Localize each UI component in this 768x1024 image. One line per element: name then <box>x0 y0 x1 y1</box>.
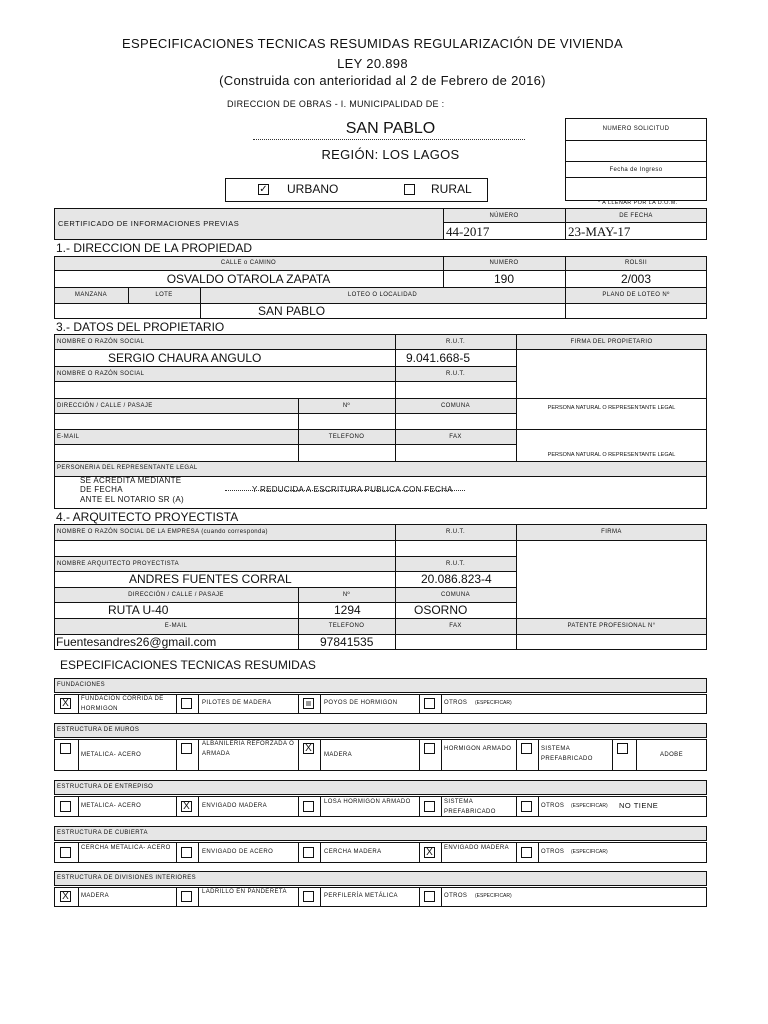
divisiones-especificar-label: (ESPECIFICAR) <box>475 893 512 899</box>
urbano-checkbox[interactable]: ✓ <box>259 184 268 195</box>
persona-natural-label-1: PERSONA NATURAL O REPRESENTANTE LEGAL <box>547 405 676 411</box>
section-1-heading: 1.- DIRECCION DE LA PROPIEDAD <box>56 241 253 255</box>
prop-fax-label: FAX <box>449 434 462 440</box>
prop-firma-label: FIRMA DEL PROPIETARIO <box>570 339 653 345</box>
entrepiso-prefabricado-label: SISTEMA PREFABRICADO <box>444 799 496 815</box>
muros-madera-label: MADERA <box>324 752 353 758</box>
entrepiso-metalica-label: METALICA- ACERO <box>81 803 142 809</box>
cubierta-metalica-label: CERCHA METALICA- ACERO <box>81 845 171 851</box>
cubierta-cercha-madera-label: CERCHA MADERA <box>324 849 382 855</box>
cip-fecha-label: DE FECHA <box>619 213 653 219</box>
prop-nro-label: Nº <box>342 403 351 409</box>
cubierta-title: ESTRUCTURA DE CUBIERTA <box>57 830 148 836</box>
fund-especificar-label: (ESPECIFICAR) <box>475 700 512 706</box>
fundaciones-title-bar <box>54 678 707 693</box>
entrepiso-losa-label: LOSA HORMIGON ARMADO <box>324 799 411 805</box>
entrepiso-envigado-checkbox[interactable]: X <box>181 801 192 812</box>
muros-adobe-label: ADOBE <box>659 752 683 758</box>
cubierta-metalica-checkbox[interactable] <box>60 847 71 858</box>
muros-adobe-checkbox[interactable] <box>617 743 628 754</box>
prop-direccion-label: DIRECCIÓN / CALLE / PASAJE <box>57 403 153 409</box>
municipality-underline <box>253 139 525 140</box>
poyos-hormigon-label: POYOS DE HORMIGON <box>324 700 398 706</box>
prop-nombre-label: NOMBRE O RAZÓN SOCIAL <box>57 339 145 345</box>
cubierta-title-bar <box>54 826 707 841</box>
cip-numero-label: NÚMERO <box>489 213 519 219</box>
arq-nombre-value: ANDRES FUENTES CORRAL <box>129 572 292 586</box>
calle-value: OSVALDO OTAROLA ZAPATA <box>166 272 331 286</box>
calle-label: CALLE o CAMINO <box>220 260 277 266</box>
persona-natural-label-2: PERSONA NATURAL O REPRESENTANTE LEGAL <box>547 452 676 458</box>
muros-hormigon-checkbox[interactable] <box>424 743 435 754</box>
cubierta-envigado-madera-label: ENVIGADO MADERA <box>444 845 510 851</box>
personeria-label: PERSONERIA DEL REPRESENTANTE LEGAL <box>57 465 198 471</box>
arq-nro-value: 1294 <box>334 603 361 617</box>
divisiones-ladrillo-checkbox[interactable] <box>181 891 192 902</box>
muros-metalica-checkbox[interactable] <box>60 743 71 754</box>
cip-label: CERTIFICADO DE INFORMACIONES PREVIAS <box>58 219 240 228</box>
divisiones-otros-label: OTROS <box>444 893 468 899</box>
divisiones-madera-label: MADERA <box>81 893 110 899</box>
fund-otros-checkbox[interactable] <box>424 698 435 709</box>
law-number: LEY 20.898 <box>337 56 408 71</box>
muros-madera-checkbox[interactable]: X <box>303 743 314 754</box>
cubierta-especificar-label: (ESPECIFICAR) <box>571 849 608 855</box>
fecha-ingreso-label: Fecha de Ingreso <box>609 167 663 173</box>
muros-prefabricado-checkbox[interactable] <box>521 743 532 754</box>
muros-hormigon-label: HORMIGON ARMADO <box>444 746 512 752</box>
dom-note: * A LLENAR POR LA D.O.M. <box>598 200 678 206</box>
divisiones-perfileria-checkbox[interactable] <box>303 891 314 902</box>
entrepiso-especificar-label: (ESPECIFICAR) <box>571 803 608 809</box>
section-3-heading: 3.- DATOS DEL PROPIETARIO <box>56 320 225 334</box>
numero-solicitud-label: NUMERO SOLICITUD <box>602 126 670 132</box>
rural-label: RURAL <box>431 182 472 196</box>
manzana-label: MANZANA <box>74 292 108 298</box>
prop-nombre-value: SERGIO CHAURA ANGULO <box>108 351 262 365</box>
direccion-obras-label: DIRECCION DE OBRAS - I. MUNICIPALIDAD DE : <box>227 99 445 109</box>
acredita-label: SE ACREDITA MEDIANTE <box>80 476 182 485</box>
cubierta-envigado-madera-checkbox[interactable]: X <box>424 847 435 858</box>
cubierta-cercha-madera-checkbox[interactable] <box>303 847 314 858</box>
cip-numero-value: 44-2017 <box>446 224 490 239</box>
cip-fecha-value: 23-MAY-17 <box>568 224 631 239</box>
numero-label: NUMERO <box>489 260 519 266</box>
lote-label: LOTE <box>155 292 173 298</box>
cubierta-envigado-acero-checkbox[interactable] <box>181 847 192 858</box>
arq-fax-label: FAX <box>449 623 462 629</box>
fundaciones-title: FUNDACIONES <box>57 682 106 688</box>
arq-comuna-label: COMUNA <box>440 592 471 598</box>
pilotes-madera-label: PILOTES DE MADERA <box>202 700 272 706</box>
poyos-hormigon-checkbox[interactable] <box>303 698 314 709</box>
arq-comuna-value: OSORNO <box>414 603 468 617</box>
entrepiso-otros-value: NO TIENE <box>619 801 659 810</box>
arq-nombre-label: NOMBRE ARQUITECTO PROYECTISTA <box>57 561 180 567</box>
cubierta-otros-checkbox[interactable] <box>521 847 532 858</box>
fundacion-corrida-label: FUNDACION CORRIDA DE HORMIGON <box>81 696 164 712</box>
urbano-label: URBANO <box>287 182 339 196</box>
muros-albanileria-label: ALBAÑILERIA REFORZADA O ARMADA <box>202 741 295 757</box>
region-value: REGIÓN: LOS LAGOS <box>321 147 460 162</box>
arq-rut-value: 20.086.823-4 <box>421 572 492 586</box>
pilotes-madera-checkbox[interactable] <box>181 698 192 709</box>
de-fecha-label: DE FECHA <box>80 485 123 494</box>
prop-telefono-label: TELEFONO <box>328 434 365 440</box>
fund-otros-label: OTROS <box>444 700 468 706</box>
rol-value: 2/003 <box>620 272 652 286</box>
divisiones-madera-checkbox[interactable]: X <box>60 891 71 902</box>
arq-rut-label: R.U.T. <box>445 529 466 535</box>
muros-metalica-label: METALICA- ACERO <box>81 752 142 758</box>
fundacion-corrida-checkbox[interactable]: X <box>60 698 71 709</box>
entrepiso-otros-checkbox[interactable] <box>521 801 532 812</box>
prop-email-label: E-MAIL <box>57 434 80 440</box>
muros-prefabricado-label: SISTEMA PREFABRICADO <box>541 746 593 762</box>
divisiones-ladrillo-label: LADRILLO EN PANDERETA <box>202 889 287 895</box>
divisiones-title: ESTRUCTURA DE DIVISIONES INTERIORES <box>57 875 197 881</box>
entrepiso-prefabricado-checkbox[interactable] <box>424 801 435 812</box>
arq-patente-label: PATENTE PROFESIONAL N° <box>567 623 656 629</box>
arq-empresa-label: NOMBRE O RAZÓN SOCIAL DE LA EMPRESA (cuando corresponda) <box>57 529 268 535</box>
divisiones-perfileria-label: PERFILERÍA METÁLICA <box>324 893 398 899</box>
rol-label: ROLSII <box>624 260 648 266</box>
arq-email-label: E-MAIL <box>164 623 188 629</box>
numero-value: 190 <box>493 272 515 286</box>
reducida-label: Y REDUCIDA A ESCRITURA PUBLICA CON FECHA <box>252 485 453 494</box>
arq-nro-label: Nº <box>342 592 351 598</box>
loteo-value: SAN PABLO <box>258 304 326 318</box>
entrepiso-metalica-checkbox[interactable] <box>60 801 71 812</box>
entrepiso-title: ESTRUCTURA DE ENTREPISO <box>57 784 154 790</box>
document-subtitle: (Construida con anterioridad al 2 de Febrero de 2016) <box>219 73 546 88</box>
muros-albanileria-checkbox[interactable] <box>181 743 192 754</box>
prop-rut-value: 9.041.668-5 <box>406 351 471 365</box>
specs-heading: ESPECIFICACIONES TECNICAS RESUMIDAS <box>60 658 316 672</box>
muros-title: ESTRUCTURA DE MUROS <box>57 727 140 733</box>
plano-label: PLANO DE LOTEO Nº <box>602 292 670 298</box>
prop-rut2-label: R.U.T. <box>445 371 466 377</box>
arq-firma-label: FIRMA <box>601 529 622 535</box>
cubierta-otros-label: OTROS <box>541 849 565 855</box>
arq-direccion-value: RUTA U-40 <box>108 603 169 617</box>
entrepiso-otros-label: OTROS <box>541 803 565 809</box>
loteo-label: LOTEO O LOCALIDAD <box>347 292 418 298</box>
document-title: ESPECIFICACIONES TECNICAS RESUMIDAS REGULARIZACIÓN DE VIVIENDA <box>122 36 623 51</box>
entrepiso-losa-checkbox[interactable] <box>303 801 314 812</box>
municipality-value: SAN PABLO <box>345 120 436 137</box>
cubierta-envigado-acero-label: ENVIGADO DE ACERO <box>202 849 274 855</box>
entrepiso-envigado-label: ENVIGADO MADERA <box>202 803 268 809</box>
notario-label: ANTE EL NOTARIO SR (A) <box>80 495 184 504</box>
muros-title-bar <box>54 723 707 738</box>
section-4-heading: 4.- ARQUITECTO PROYECTISTA <box>56 510 239 524</box>
arq-telefono-value: 97841535 <box>320 635 374 649</box>
prop-comuna-label: COMUNA <box>440 403 471 409</box>
divisiones-otros-checkbox[interactable] <box>424 891 435 902</box>
arq-rut2-label: R.U.T. <box>445 561 466 567</box>
arq-email-value: Fuentesandres26@gmail.com <box>56 635 217 649</box>
arq-telefono-label: TELEFONO <box>328 623 365 629</box>
prop-rut-label: R.U.T. <box>445 339 466 345</box>
rural-checkbox[interactable] <box>404 184 415 195</box>
prop-nombre2-label: NOMBRE O RAZÓN SOCIAL <box>57 371 145 377</box>
arq-direccion-label: DIRECCIÓN / CALLE / PASAJE <box>128 592 224 598</box>
